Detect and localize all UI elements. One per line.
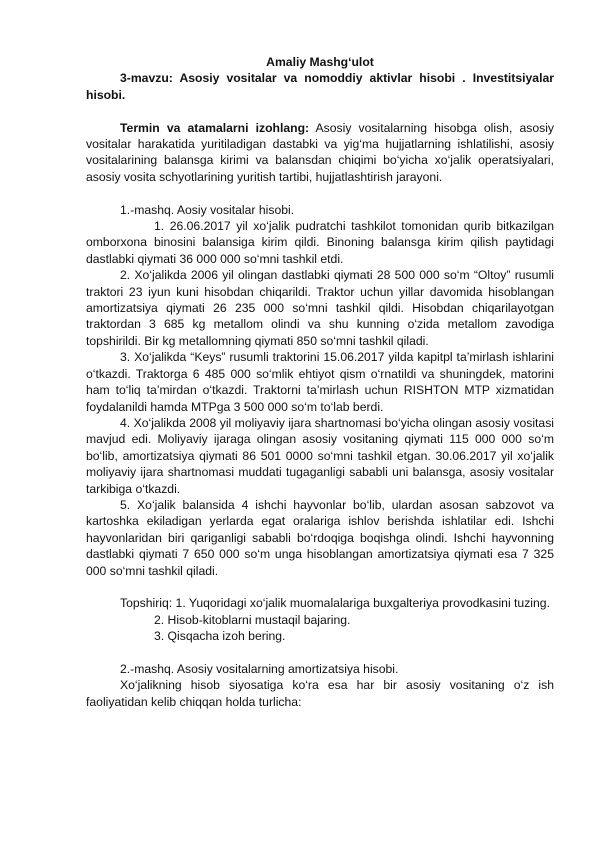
exercise1-item-2: 2. Xo‘jalikda 2006 yil olingan dastlabki qiymati 28 500 000 so‘m “Oltoy” rusumli traktori 23 iyun kuni hisobdan chiqarildi. Traktor uchun yillar davomida hisoblangan amortizatsiya qiymati 26 235 000 so‘mni tashkil qildi. Hisobdan chiqarilayotgan traktordan 3 685 kg metallom olindi va shu kunning o‘zida metallom zavodiga topshirildi. Bir kg metallomning qiymati 850 so‘mni tashkil qiladi. [86, 268, 554, 348]
terms-paragraph [86, 120, 554, 186]
spacer [86, 185, 554, 201]
task-line: Topshiriq: 1. Yuqoridagi xo‘jalik muomalalariga buxgalteriya provodkasini tuzing. [120, 596, 550, 611]
task-item-3: 3. Qisqacha izoh bering. [154, 629, 286, 644]
task-item-2: 2. Hisob-kitoblarni mustaqil bajaring. [154, 612, 351, 627]
document-body [86, 54, 554, 710]
exercise1-item-5: 5. Xo‘jalik balansida 4 ishchi hayvonlar bo‘lib, ulardan asosan sabzovot va kartoshka ekiladigan yerlarda egat oralariga ishlov berishda ishlatilar edi. Ishchi hayvonlaridan biri qariganligi sababli bo‘rdoqiga boqishga olindi. Ishchi hayvonning dastlabki qiymati 7 650 000 so‘m unga hisoblangan amortizatsiya qiymati esa 7 325 000 so‘mni tashkil qiladi. [86, 497, 554, 578]
spacer [86, 645, 554, 661]
topic-text: Asosiy vositalar va nomoddiy aktivlar hisobi . Investitsiyalar hisobi. [86, 71, 554, 102]
spacer [86, 579, 554, 595]
exercise1-heading: 1.-mashq. Aosiy vositalar hisobi. [120, 202, 295, 217]
terms-label: Termin va atamalarni izohlang: [120, 120, 310, 135]
terms-text: Asosiy vositalarning hisobga olish, asosiy vositalar harakatida yuritiladigan dastabki va yig‘ma hujjatlarning ishlatilishi, asosiy vositalarining balansga kirimi va balansdan chiqimi bo‘yicha xo‘jalik operatsiyalari, asosiy vosita schyotlarining yuritish tartibi, hujjatlashtirish jarayoni. [86, 120, 555, 184]
exercise2-heading: 2.-mashq. Asosiy vositalarning amortizatsiya hisobi. [120, 661, 399, 676]
exercise1-item-4: 4. Xo‘jalikda 2008 yil moliyaviy ijara shartnomasi bo‘yicha olingan asosiy vositasi mavjud edi. Moliyaviy ijaraga olingan asosiy vositaning qiymati 115 000 000 so‘m bo‘lib, amortizatsiya qiymati 86 501 0000 so‘mni tashkil etgan. 30.06.2017 yil xo‘jalik moliyaviy ijara shartnomasi muddati tugaganligi sababli uni balansga, asosiy vositalar tarkibiga o‘tkazdi. [86, 415, 554, 496]
exercise1-item-3: 3. Xo‘jalikda “Keys” rusumli traktorini 15.06.2017 yilda kapitpl ta’mirlash ishlarini o‘tkazdi. Traktorga 6 485 000 so‘mlik ehtiyot qism o‘rnatildi va shuningdek, matorini ham to‘liq ta’mirdan o‘tkazdi. Traktorni ta’mirlash uchun RISHTON MTP xizmatidan foydalanildi hamda MTPga 3 500 000 so‘m to‘lab berdi. [86, 350, 554, 414]
topic-label: 3-mavzu: [120, 71, 173, 86]
spacer [86, 103, 554, 119]
exercise2-text: Xo‘jalikning hisob siyosatiga ko‘ra esa har bir asosiy vositaning o‘z ish faoliyatidan kelib chiqqan holda turlicha: [86, 678, 554, 709]
exercise1-item-1: 1. 26.06.2017 yil xo‘jalik pudratchi tashkilot tomonidan qurib bitkazilgan omborxona binosini balansiga kirim qildi. Binoning balansga kirim qilish paytidagi dastlabki qiymati 36 000 000 so‘mni tashkil etdi. [86, 219, 554, 266]
page-title: Amaliy Mashg‘ulot [266, 55, 374, 69]
topic-heading [86, 70, 554, 103]
